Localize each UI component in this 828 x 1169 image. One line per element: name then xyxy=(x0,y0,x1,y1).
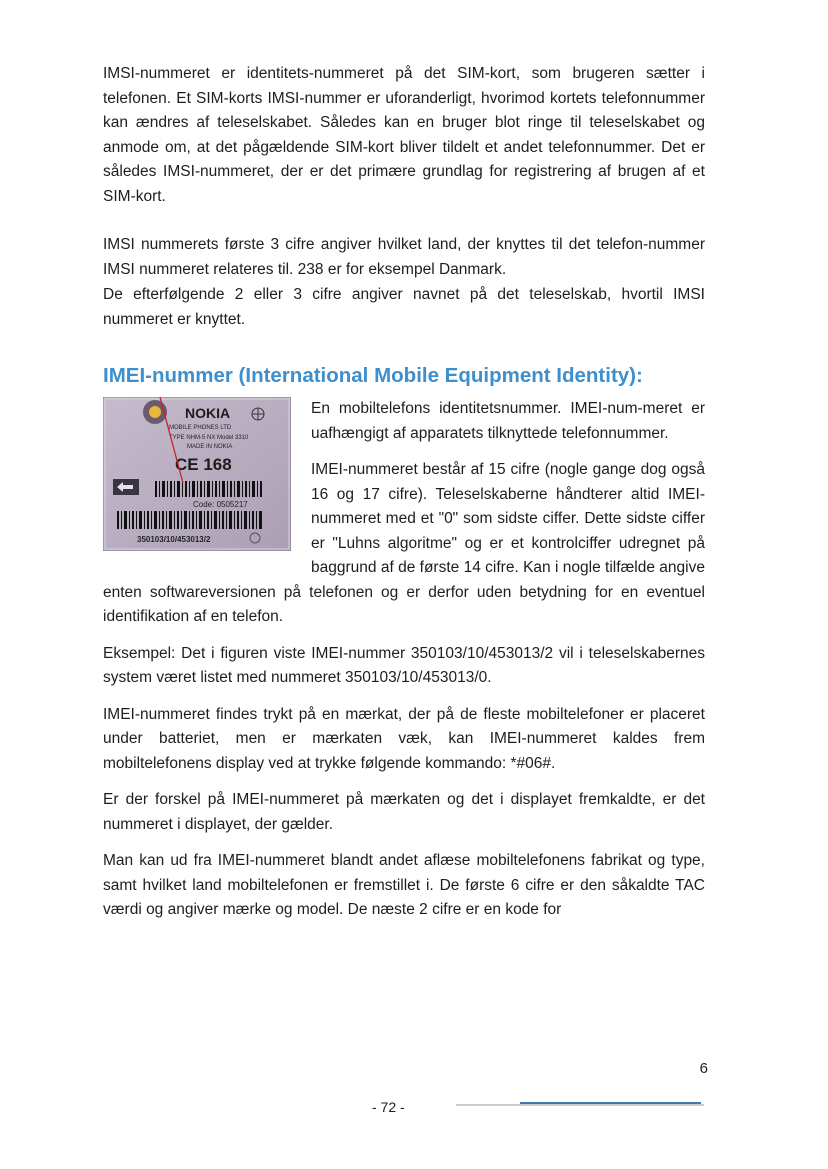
paragraph-imei-tac: Man kan ud fra IMEI-nummeret blandt andet aflæse mobiltelefonens fabrikat og type, samt hvilket land mobiltelefonen er fremstillet i. De første 6 cifre er den såkaldte TAC værdi og angiver mærke og model. De næste 2 cifre er en kode for xyxy=(103,852,705,918)
paragraph-imei-digits: IMEI-nummeret består af 15 cifre (nogle gange dog også 16 og 17 cifre). Teleselskaberne håndterer altid IMEI-nummeret med et "0" som sidste ciffer. Dette sidste ciffer er "Luhns algoritme" og er et kontrolciffer udregnet på baggrund af de første 14 cifre. Kan i nogle tilfælde angive enten softwareversionen på telefonen og er derfor uden betydning for en eventuel identifikation af en telefon. xyxy=(103,461,705,625)
paragraph-imsi-operator: De efterfølgende 2 eller 3 cifre angiver navnet på det teleselskab, hvortil IMSI nummeret er knyttet. xyxy=(103,286,705,328)
footer-accent-bar xyxy=(520,1102,701,1104)
imei-label-photo xyxy=(103,397,291,551)
label-line1: MOBILE PHONES LTD xyxy=(169,425,232,431)
paragraph-imsi-definition: IMSI-nummeret er identitets-nummeret på det SIM-kort, som brugeren sætter i telefonen. Et SIM-korts IMSI-nummer er uforanderligt, hvorimod kortets telefonnummer kan ændres af teleselskabet. Således kan en bruger blot ringe til teleselskabet og anmode om, at det pågældende SIM-kort bliver tildelt et andet telefonnummer. Det er således IMSI-nummeret, der er det primære grundlag for registrering af brugen af et SIM-kort. xyxy=(103,65,705,205)
paragraph-imei-display-priority: Er der forskel på IMEI-nummeret på mærkaten og det i displayet fremkaldte, er det nummeret i displayet, der gælder. xyxy=(103,791,705,833)
label-line2: TYPE NHM-5 NX Model 3310 xyxy=(169,435,249,441)
paragraph-imei-example: Eksempel: Det i figuren viste IMEI-nummer 350103/10/453013/2 vil i teleselskabernes system været listet med nummeret 350103/10/453013/0. xyxy=(103,644,705,686)
label-ce-mark: CE 168 xyxy=(175,455,232,474)
paragraph-imsi-country: IMSI nummerets første 3 cifre angiver hvilket land, der knyttes til det telefon-nummer IMSI nummeret relateres til. 238 er for eksempel Danmark. xyxy=(103,236,705,278)
paragraph-imei-label-location: IMEI-nummeret findes trykt på en mærkat, der på de fleste mobiltelefoner er placeret under batteriet, men er mærkaten væk, kan IMEI-nummeret kaldes frem mobiltelefonens display ved at trykke følgende kommando: *#06#. xyxy=(103,705,705,772)
imei-section-body xyxy=(103,397,705,923)
page-counter: - 72 - xyxy=(372,1099,405,1115)
paragraph-imei-definition: En mobiltelefons identitetsnummer. IMEI-num-meret er uafhængigt af apparatets tilknyttede telefonnummer. xyxy=(311,400,705,442)
page-number: 6 xyxy=(699,1060,708,1077)
label-line3: MADE IN NOKIA xyxy=(187,444,233,450)
label-imei-number: 350103/10/453013/2 xyxy=(137,535,211,544)
footer-rule xyxy=(456,1104,704,1106)
barcode-upper xyxy=(155,481,262,497)
section-heading-imei: IMEI-nummer (International Mobile Equipment Identity): xyxy=(103,364,643,387)
label-code: Code: 0505217 xyxy=(193,500,248,509)
label-brand: NOKIA xyxy=(185,405,231,421)
